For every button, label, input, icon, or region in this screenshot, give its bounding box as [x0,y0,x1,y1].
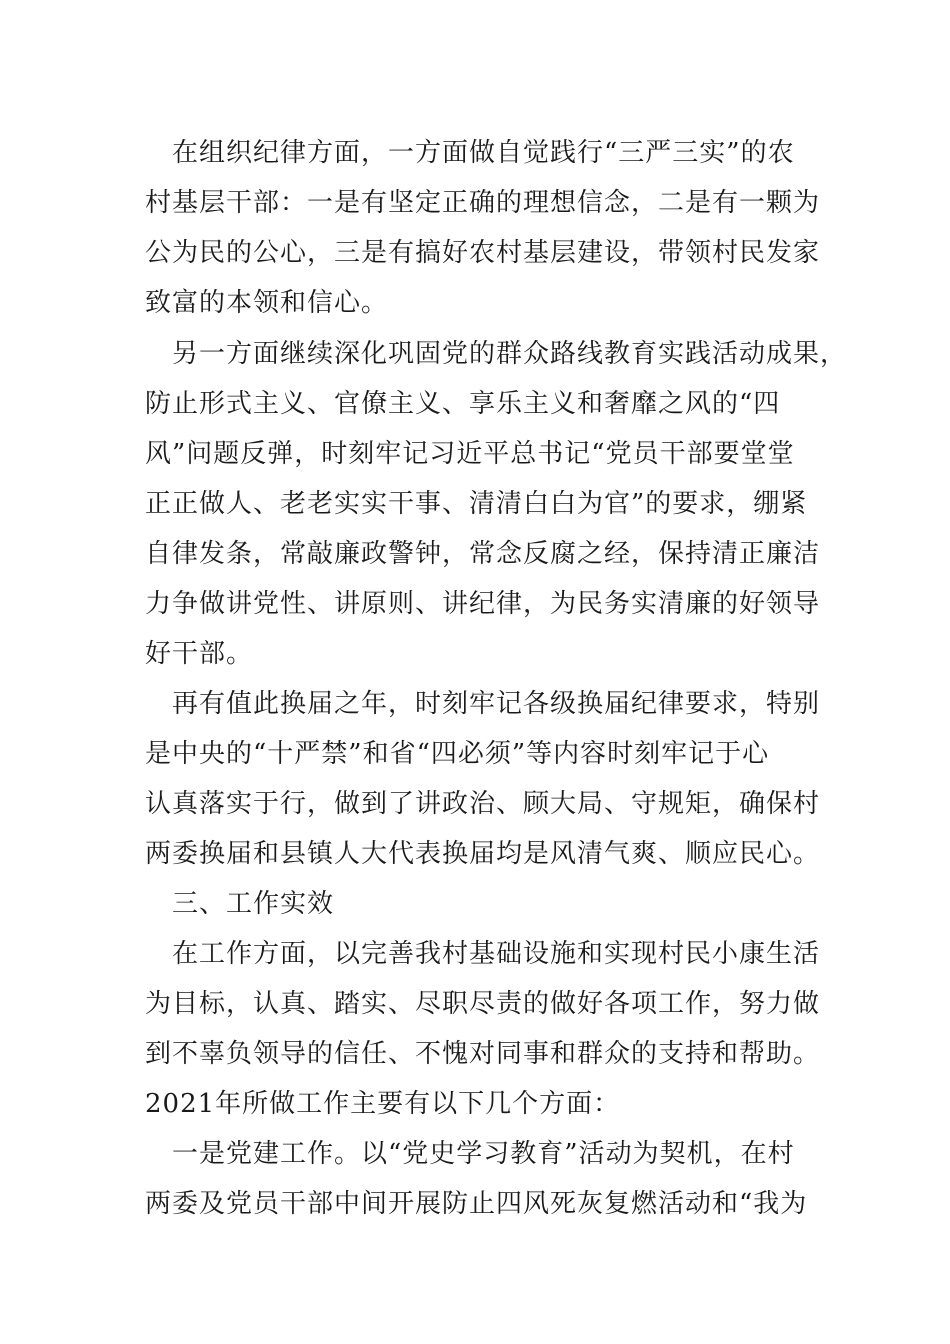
paragraph-line: 自律发条，常敲廉政警钟，常念反腐之经，保持清正廉洁 [145,539,821,569]
paragraph-line: 村基层干部：一是有坚定正确的理想信念，二是有一颗为 [145,188,821,218]
paragraph-line: 正正做人、老老实实干事、清清白白为官”的要求，绷紧 [145,489,808,519]
paragraph-line: 致富的本领和信心。 [145,288,389,318]
paragraph-line: 在工作方面，以完善我村基础设施和实现村民小康生活 [172,939,821,969]
paragraph-line: 两委换届和县镇人大代表换届均是风清气爽、顺应民心。 [145,839,821,869]
paragraph-line: 在组织纪律方面，一方面做自觉践行“三严三实”的农 [172,138,795,168]
paragraph-line: 另一方面继续深化巩固党的群众路线教育实践活动成果， [172,339,848,369]
paragraph-line: 2021年所做工作主要有以下几个方面： [145,1089,621,1119]
section-heading: 三、工作实效 [172,889,335,919]
paragraph-line: 力争做讲党性、讲原则、讲纪律，为民务实清廉的好领导 [145,589,821,619]
paragraph-line: 到不辜负领导的信任、不愧对同事和群众的支持和帮助。 [145,1039,821,1069]
paragraph-line: 风”问题反弹，时刻牢记习近平总书记“党员干部要堂堂 [145,439,795,469]
paragraph-line: 好干部。 [145,639,254,669]
paragraph-line: 为目标，认真、踏实、尽职尽责的做好各项工作，努力做 [145,989,821,1019]
paragraph-line: 防止形式主义、官僚主义、享乐主义和奢靡之风的“四 [145,389,781,419]
paragraph-line: 一是党建工作。以“党史学习教育”活动为契机，在村 [172,1139,795,1169]
paragraph-line: 认真落实于行，做到了讲政治、顾大局、守规矩，确保村 [145,789,821,819]
paragraph-line: 再有值此换届之年，时刻牢记各级换届纪律要求，特别 [172,689,821,719]
paragraph-line: 是中央的“十严禁”和省“四必须”等内容时刻牢记于心 [145,739,770,769]
paragraph-line: 两委及党员干部中间开展防止四风死灰复燃活动和“我为 [145,1189,808,1219]
paragraph-line: 公为民的公心，三是有搞好农村基层建设，带领村民发家 [145,238,821,268]
